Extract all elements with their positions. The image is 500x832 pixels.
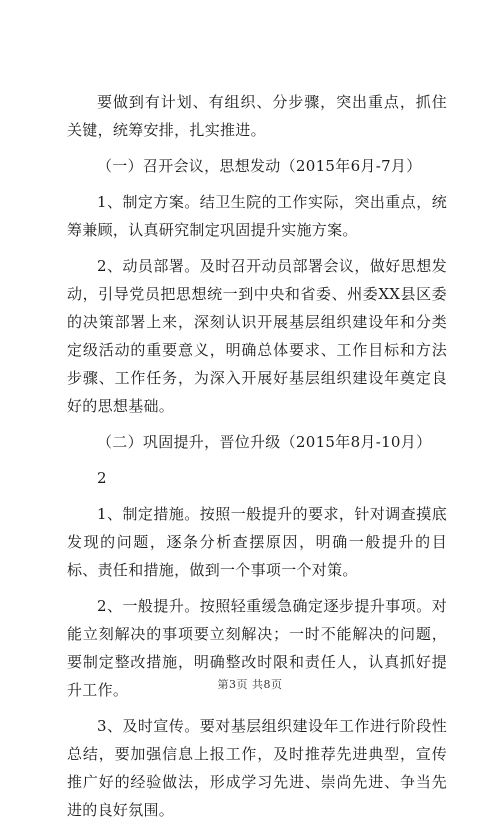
page-footer: 第3页 共8页 [217, 678, 283, 691]
paragraph-intro: 要做到有计划、有组织、分步骤，突出重点，抓住关键，统筹安排，扎实推进。 [67, 93, 447, 139]
section-heading-1: （一）召开会议，思想发动（2015年6月-7月） [97, 157, 422, 175]
paragraph-item-2-1: 1、制定措施。按照一般提升的要求，针对调查摸底发现的问题，逐条分析查摆原因，明确一般提升的目标、责任和措施，做到一个事项一个对策。 [67, 505, 447, 579]
paragraph-item-2-3: 3、及时宣传。要对基层组织建设年工作进行阶段性总结，要加强信息上报工作，及时推荐先进典型，宣传推广好的经验做法，形成学习先进、崇尚先进、争当先进的良好氛围。 [67, 717, 447, 819]
section-heading-2: （二）巩固提升，晋位升级（2015年8月-10月） [97, 433, 432, 451]
paragraph-item-2-2: 2、一般提升。按照轻重缓急确定逐步提升事项。对能立刻解决的事项要立刻解决；一时不能解决的问题，要制定整改措施，明确整改时限和责任人，认真抓好提升工作。 [67, 597, 447, 699]
stray-number: 2 [97, 469, 107, 487]
paragraph-item-1-1: 1、制定方案。结卫生院的工作实际，突出重点，统筹兼顾，认真研究制定巩固提升实施方案。 [67, 193, 447, 239]
paragraph-item-1-2: 2、动员部署。及时召开动员部署会议，做好思想发动，引导党员把思想统一到中央和省委、州委XX县区委的决策部署上来，深刻认识开展基层组织建设年和分类定级活动的重要意义，明确总体要求、工作目标和方法步骤、工作任务，为深入开展好基层组织建设年奠定良好的思想基础。 [67, 257, 447, 415]
document-body [67, 88, 447, 832]
